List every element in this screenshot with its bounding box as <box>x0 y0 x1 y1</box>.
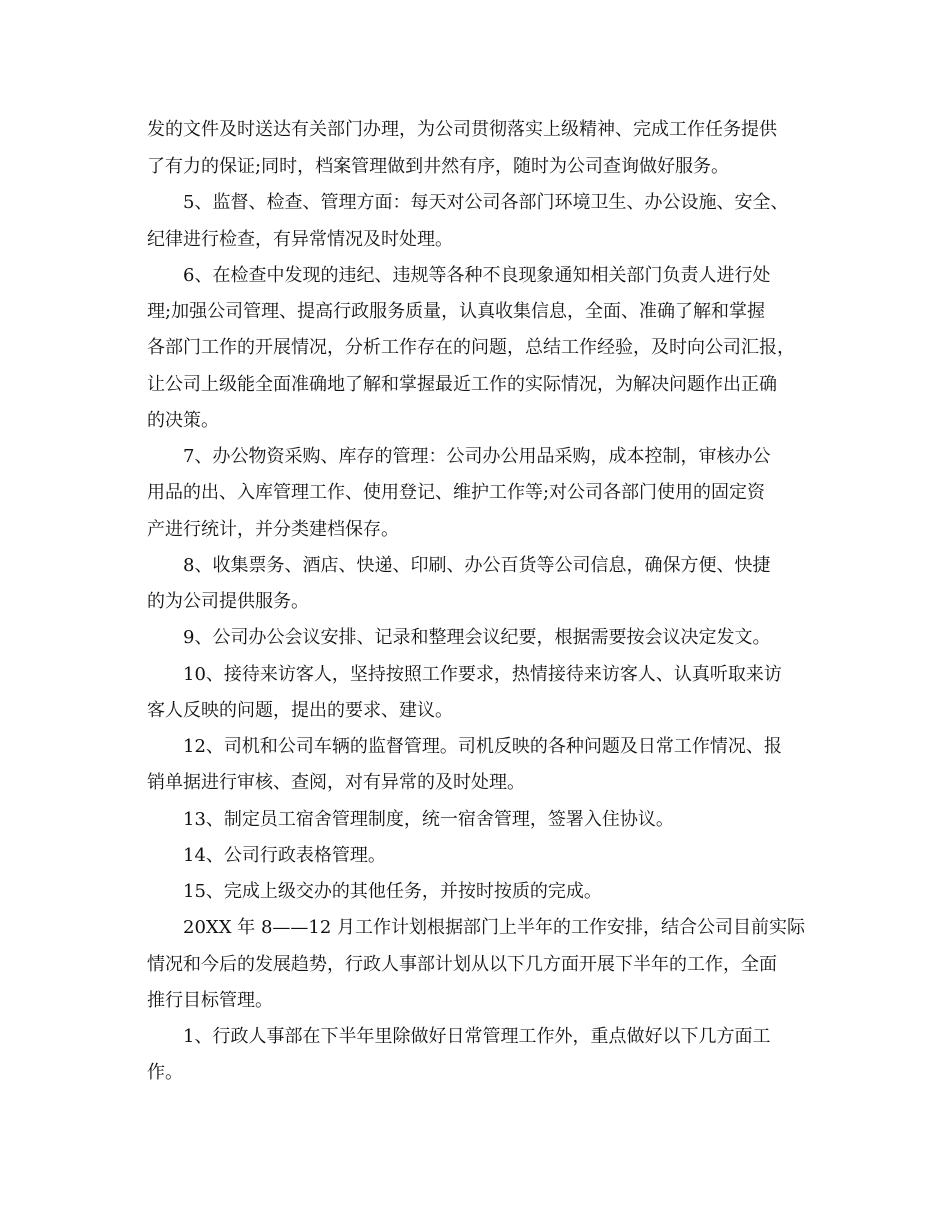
text-line: 15、完成上级交办的其他任务，并按时按质的完成。 <box>183 881 602 902</box>
text-line: 各部门工作的开展情况，分析工作存在的问题，总结工作经验，及时向公司汇报， <box>147 337 795 358</box>
text-line: 的为公司提供服务。 <box>147 591 309 612</box>
text-line: 用品的出、入库管理工作、使用登记、维护工作等;对公司各部门使用的固定资 <box>147 482 766 503</box>
text-line: 20XX 年 8——12 月工作计划根据部门上半年的工作安排，结合公司目前实际 <box>183 917 806 938</box>
text-line: 作。 <box>147 1062 183 1083</box>
text-line: 纪律进行检查，有异常情况及时处理。 <box>147 229 453 250</box>
text-line: 9、公司办公会议安排、记录和整理会议纪要，根据需要按会议决定发文。 <box>183 627 771 648</box>
text-line: 7、办公物资采购、库存的管理：公司办公用品采购，成本控制，审核办公 <box>183 446 771 467</box>
text-line: 销单据进行审核、查阅，对有异常的及时处理。 <box>147 772 525 793</box>
text-line: 让公司上级能全面准确地了解和掌握最近工作的实际情况，为解决问题作出正确 <box>147 374 777 395</box>
text-line: 12、司机和公司车辆的监督管理。司机反映的各种问题及日常工作情况、报 <box>183 736 782 757</box>
text-line: 13、制定员工宿舍管理制度，统一宿舍管理，签署入住协议。 <box>183 809 674 830</box>
text-line: 了有力的保证;同时，档案管理做到井然有序，随时为公司查询做好服务。 <box>147 156 730 177</box>
text-line: 10、接待来访客人，坚持按照工作要求，热情接待来访客人、认真听取来访 <box>183 664 782 685</box>
text-line: 14、公司行政表格管理。 <box>183 845 386 866</box>
text-line: 8、收集票务、酒店、快递、印刷、办公百货等公司信息，确保方便、快捷 <box>183 555 771 576</box>
text-line: 1、行政人事部在下半年里除做好日常管理工作外，重点做好以下几方面工 <box>183 1026 771 1047</box>
text-line: 发的文件及时送达有关部门办理，为公司贯彻落实上级精神、完成工作任务提供 <box>147 119 777 140</box>
text-line: 5、监督、检查、管理方面：每天对公司各部门环境卫生、办公设施、安全、 <box>183 192 789 213</box>
text-line: 6、在检查中发现的违纪、违规等各种不良现象通知相关部门负责人进行处 <box>183 265 771 286</box>
text-line: 情况和今后的发展趋势，行政人事部计划从以下几方面开展下半年的工作，全面 <box>147 954 777 975</box>
text-line: 的决策。 <box>147 410 219 431</box>
text-line: 客人反映的问题，提出的要求、建议。 <box>147 700 453 721</box>
text-line: 理;加强公司管理、提高行政服务质量，认真收集信息，全面、准确了解和掌握 <box>147 301 766 322</box>
text-line: 产进行统计，并分类建档保存。 <box>147 519 399 540</box>
text-line: 推行目标管理。 <box>147 990 273 1011</box>
